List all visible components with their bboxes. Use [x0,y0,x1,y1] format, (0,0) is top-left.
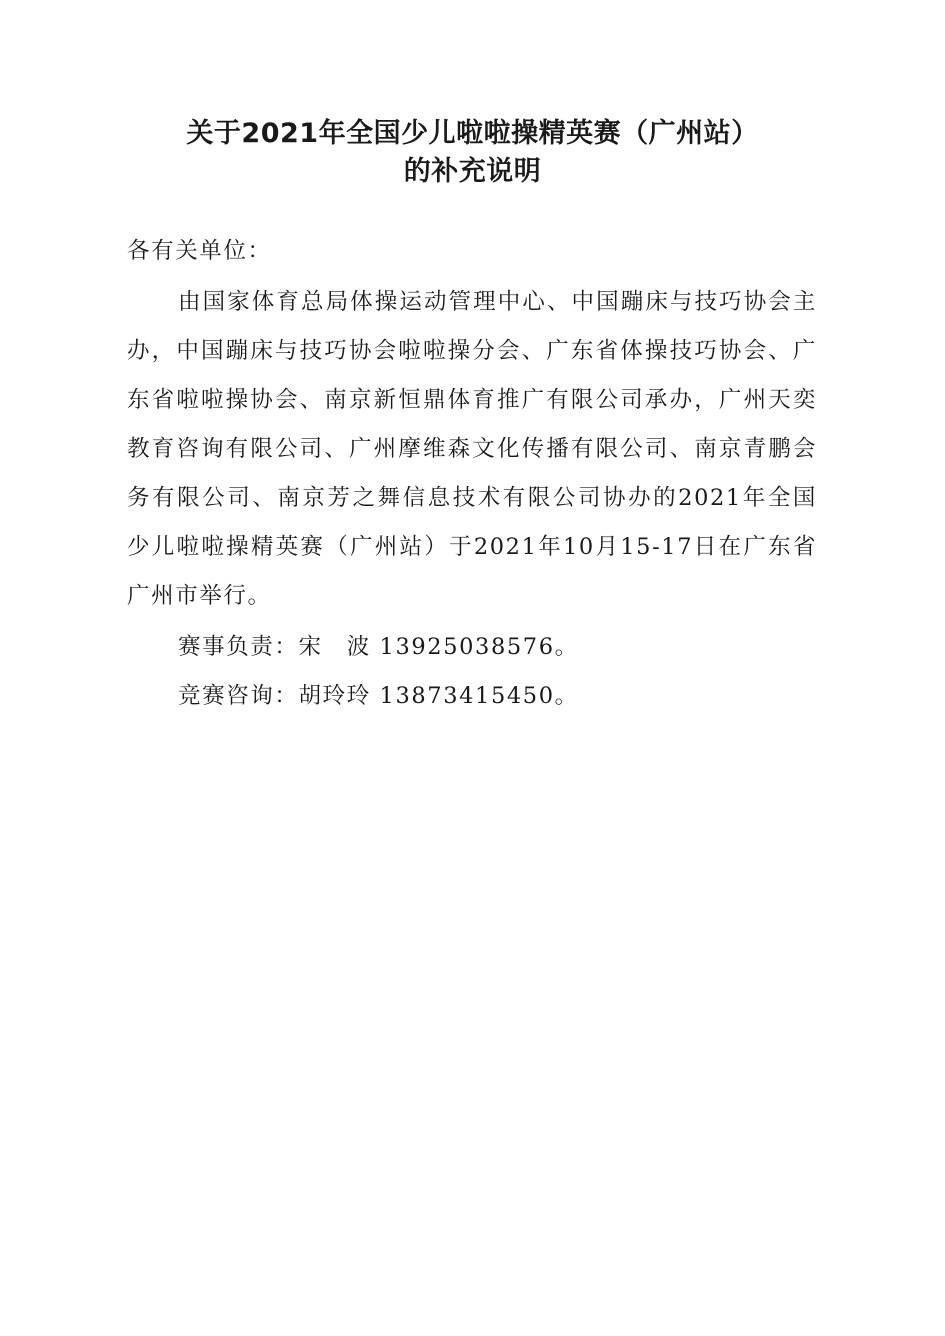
document-title-line-2: 的补充说明 [403,156,542,187]
document-title-line-1: 关于2021年全国少儿啦啦操精英赛（广州站） [186,118,759,149]
main-paragraph: 由国家体育总局体操运动管理中心、中国蹦床与技巧协会主办，中国蹦床与技巧协会啦啦操分会、广东省体操技巧协会、广东省啦啦操协会、南京新恒鼎体育推广有限公司承办，广州天奕教育咨询有限公司、广州摩维森文化传播有限公司、南京青鹏会务有限公司、南京芳之舞信息技术有限公司协办的2021年全国少儿啦啦操精英赛（广州站）于2021年10月15-17日在广东省广州市举行。 [127,289,817,609]
event-contact: 赛事负责：宋 波 13925038576。 [178,634,579,660]
salutation: 各有关单位： [127,238,272,264]
inquiry-contact: 竞赛咨询：胡玲玲 13873415450。 [178,683,579,709]
